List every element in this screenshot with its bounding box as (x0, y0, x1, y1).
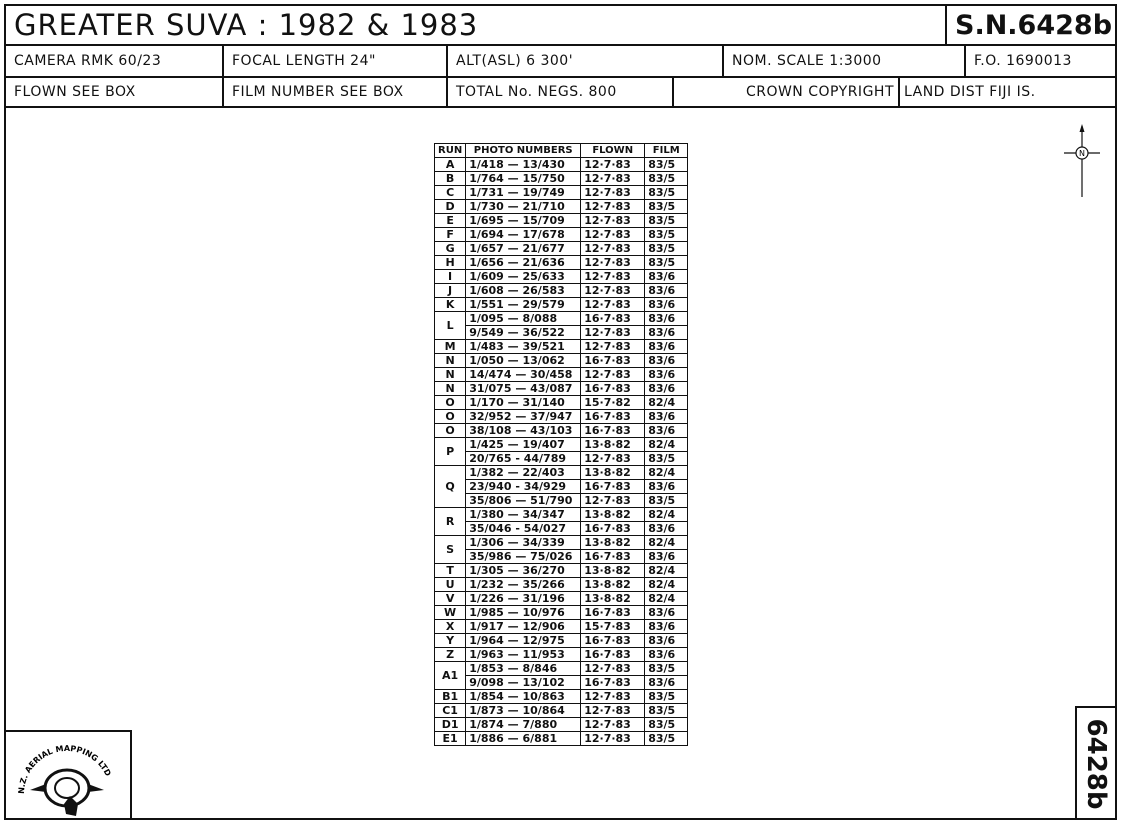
sheet-number-side-label: 6428b (1081, 718, 1111, 810)
col-photo-header: PHOTO NUMBERS (466, 144, 581, 158)
run-cell: N (435, 368, 466, 382)
run-cell: J (435, 284, 466, 298)
run-cell: T (435, 564, 466, 578)
film-cell: 83/6 (645, 382, 688, 396)
flown-date-cell: 16·7·83 (581, 312, 645, 326)
flown-date-cell: 13·8·82 (581, 438, 645, 452)
film-cell: 82/4 (645, 438, 688, 452)
photo-numbers-cell: 1/764 — 15/750 (466, 172, 581, 186)
flown-date-cell: 12·7·83 (581, 494, 645, 508)
table-row (435, 494, 688, 508)
table-row (435, 200, 688, 214)
flown-date-cell: 13·8·82 (581, 578, 645, 592)
photo-numbers-cell: 1/730 — 21/710 (466, 200, 581, 214)
run-cell: F (435, 228, 466, 242)
flown-date-cell: 13·8·82 (581, 466, 645, 480)
run-cell: N (435, 354, 466, 368)
flown-date-cell: 12·7·83 (581, 298, 645, 312)
film-cell: 83/6 (645, 298, 688, 312)
camera-field: CAMERA RMK 60/23 (6, 46, 224, 76)
flown-date-cell: 12·7·83 (581, 326, 645, 340)
header-row-2 (6, 46, 1115, 78)
logo-box (6, 730, 132, 820)
photo-numbers-cell: 1/425 — 19/407 (466, 438, 581, 452)
flown-date-cell: 12·7·83 (581, 718, 645, 732)
photo-numbers-cell: 35/986 — 75/026 (466, 550, 581, 564)
film-cell: 83/6 (645, 634, 688, 648)
table-row (435, 620, 688, 634)
run-cell: E (435, 214, 466, 228)
total-negs-field: TOTAL No. NEGS. 800 (448, 78, 674, 106)
table-row (435, 382, 688, 396)
run-cell: X (435, 620, 466, 634)
table-row (435, 368, 688, 382)
run-cell: B1 (435, 690, 466, 704)
run-cell: N (435, 382, 466, 396)
flown-date-cell: 12·7·83 (581, 340, 645, 354)
flown-date-cell: 15·7·82 (581, 396, 645, 410)
run-cell: P (435, 438, 466, 466)
film-number-field: FILM NUMBER SEE BOX (224, 78, 448, 106)
flown-date-cell: 13·8·82 (581, 592, 645, 606)
flown-date-cell: 16·7·83 (581, 676, 645, 690)
table-row (435, 228, 688, 242)
flown-date-cell: 12·7·83 (581, 732, 645, 746)
photo-numbers-cell: 14/474 — 30/458 (466, 368, 581, 382)
flown-date-cell: 12·7·83 (581, 214, 645, 228)
run-cell: Y (435, 634, 466, 648)
run-cell: D1 (435, 718, 466, 732)
photo-numbers-cell: 1/095 — 8/088 (466, 312, 581, 326)
flown-date-cell: 16·7·83 (581, 606, 645, 620)
photo-runs-table (434, 143, 688, 746)
film-cell: 83/6 (645, 340, 688, 354)
table-row (435, 634, 688, 648)
film-cell: 83/5 (645, 200, 688, 214)
table-row (435, 158, 688, 172)
photo-numbers-cell: 1/226 — 31/196 (466, 592, 581, 606)
flown-date-cell: 16·7·83 (581, 522, 645, 536)
flown-date-cell: 13·8·82 (581, 508, 645, 522)
flown-date-cell: 16·7·83 (581, 410, 645, 424)
table-row (435, 270, 688, 284)
run-cell: O (435, 424, 466, 438)
photo-numbers-cell: 35/046 - 54/027 (466, 522, 581, 536)
focal-length-field: FOCAL LENGTH 24" (224, 46, 448, 76)
flown-date-cell: 13·8·82 (581, 536, 645, 550)
table-row (435, 592, 688, 606)
run-cell: C1 (435, 704, 466, 718)
flown-date-cell: 12·7·83 (581, 284, 645, 298)
film-cell: 82/4 (645, 466, 688, 480)
film-cell: 83/6 (645, 606, 688, 620)
film-cell: 82/4 (645, 592, 688, 606)
run-cell: Q (435, 466, 466, 508)
fo-number-field: F.O. 1690013 (974, 53, 1072, 69)
film-cell: 83/6 (645, 410, 688, 424)
photo-numbers-cell: 9/549 — 36/522 (466, 326, 581, 340)
run-cell: S (435, 536, 466, 564)
table-row (435, 480, 688, 494)
film-cell: 83/6 (645, 368, 688, 382)
table-row (435, 662, 688, 676)
flown-date-cell: 12·7·83 (581, 186, 645, 200)
photo-numbers-cell: 1/731 — 19/749 (466, 186, 581, 200)
flown-date-cell: 12·7·83 (581, 270, 645, 284)
flown-date-cell: 16·7·83 (581, 354, 645, 368)
film-cell: 83/5 (645, 452, 688, 466)
film-cell: 83/6 (645, 550, 688, 564)
header-row-3 (6, 78, 1115, 108)
table-row (435, 284, 688, 298)
table-row (435, 718, 688, 732)
run-cell: H (435, 256, 466, 270)
photo-numbers-cell: 38/108 — 43/103 (466, 424, 581, 438)
photo-numbers-cell: 1/656 — 21/636 (466, 256, 581, 270)
photo-numbers-cell: 1/695 — 15/709 (466, 214, 581, 228)
flown-date-cell: 12·7·83 (581, 690, 645, 704)
photo-numbers-cell: 1/917 — 12/906 (466, 620, 581, 634)
photo-numbers-cell: 1/854 — 10/863 (466, 690, 581, 704)
table-row (435, 550, 688, 564)
table-row (435, 690, 688, 704)
run-cell: R (435, 508, 466, 536)
photo-numbers-cell: 1/657 — 21/677 (466, 242, 581, 256)
table-row (435, 466, 688, 480)
table-row (435, 704, 688, 718)
photo-numbers-cell: 1/694 — 17/678 (466, 228, 581, 242)
film-cell: 82/4 (645, 536, 688, 550)
table-row (435, 564, 688, 578)
film-cell: 83/5 (645, 186, 688, 200)
run-cell: Z (435, 648, 466, 662)
table-row (435, 648, 688, 662)
table-row (435, 522, 688, 536)
table-row (435, 354, 688, 368)
logo-text: N.Z. AERIAL MAPPING LTD (16, 743, 113, 795)
film-cell: 83/5 (645, 704, 688, 718)
flown-date-cell: 16·7·83 (581, 550, 645, 564)
photo-numbers-cell: 1/853 — 8/846 (466, 662, 581, 676)
sheet-number: S.N.6428b (955, 9, 1113, 41)
run-cell: O (435, 410, 466, 424)
table-header-row (435, 144, 688, 158)
run-cell: I (435, 270, 466, 284)
film-cell: 83/6 (645, 312, 688, 326)
photo-numbers-cell: 1/609 — 25/633 (466, 270, 581, 284)
flown-date-cell: 15·7·83 (581, 620, 645, 634)
film-cell: 83/6 (645, 620, 688, 634)
table-row (435, 298, 688, 312)
photo-numbers-cell: 1/380 — 34/347 (466, 508, 581, 522)
nominal-scale-field: NOM. SCALE 1:3000 (724, 46, 966, 76)
film-cell: 83/5 (645, 158, 688, 172)
film-cell: 83/5 (645, 172, 688, 186)
film-cell: 83/5 (645, 214, 688, 228)
col-run-header: RUN (435, 144, 466, 158)
flown-date-cell: 12·7·83 (581, 256, 645, 270)
table-row (435, 340, 688, 354)
film-cell: 83/5 (645, 228, 688, 242)
film-cell: 83/5 (645, 732, 688, 746)
film-cell: 82/4 (645, 508, 688, 522)
run-cell: A (435, 158, 466, 172)
photo-numbers-cell: 1/551 — 29/579 (466, 298, 581, 312)
photo-numbers-cell: 20/765 - 44/789 (466, 452, 581, 466)
photo-numbers-cell: 35/806 — 51/790 (466, 494, 581, 508)
photo-numbers-cell: 1/608 — 26/583 (466, 284, 581, 298)
flown-date-cell: 12·7·83 (581, 704, 645, 718)
film-cell: 83/6 (645, 326, 688, 340)
flown-date-cell: 12·7·83 (581, 228, 645, 242)
photo-numbers-cell: 1/382 — 22/403 (466, 466, 581, 480)
run-cell: W (435, 606, 466, 620)
table-row (435, 578, 688, 592)
film-cell: 83/6 (645, 284, 688, 298)
run-cell: M (435, 340, 466, 354)
flown-date-cell: 16·7·83 (581, 648, 645, 662)
table-row (435, 536, 688, 550)
film-cell: 82/4 (645, 396, 688, 410)
run-cell: C (435, 186, 466, 200)
photo-numbers-cell: 32/952 — 37/947 (466, 410, 581, 424)
photo-numbers-cell: 1/963 — 11/953 (466, 648, 581, 662)
photo-numbers-cell: 1/483 — 39/521 (466, 340, 581, 354)
flown-date-cell: 12·7·83 (581, 200, 645, 214)
photo-numbers-cell: 1/985 — 10/976 (466, 606, 581, 620)
run-cell: E1 (435, 732, 466, 746)
flown-date-cell: 16·7·83 (581, 634, 645, 648)
flown-date-cell: 12·7·83 (581, 662, 645, 676)
table-row (435, 172, 688, 186)
flown-date-cell: 12·7·83 (581, 368, 645, 382)
table-row (435, 326, 688, 340)
film-cell: 83/5 (645, 256, 688, 270)
photo-numbers-cell: 1/050 — 13/062 (466, 354, 581, 368)
run-cell: A1 (435, 662, 466, 690)
flown-date-cell: 13·8·82 (581, 564, 645, 578)
altitude-field: ALT(ASL) 6 300' (448, 46, 724, 76)
film-cell: 83/5 (645, 662, 688, 676)
run-cell: U (435, 578, 466, 592)
north-arrow-icon (1062, 124, 1102, 199)
flown-date-cell: 12·7·83 (581, 172, 645, 186)
run-cell: G (435, 242, 466, 256)
film-cell: 83/5 (645, 494, 688, 508)
photo-numbers-cell: 23/940 - 34/929 (466, 480, 581, 494)
crown-copyright-field: CROWN COPYRIGHT (674, 78, 900, 106)
table-row (435, 256, 688, 270)
table-row (435, 676, 688, 690)
land-dist-field: LAND DIST FIJI IS. (904, 84, 1036, 100)
film-cell: 83/5 (645, 718, 688, 732)
photo-numbers-cell: 1/874 — 7/880 (466, 718, 581, 732)
photo-numbers-cell: 1/964 — 12/975 (466, 634, 581, 648)
table-row (435, 242, 688, 256)
run-cell: D (435, 200, 466, 214)
table-row (435, 410, 688, 424)
photo-numbers-cell: 1/170 — 31/140 (466, 396, 581, 410)
col-film-header: FILM (645, 144, 688, 158)
photo-numbers-cell: 1/873 — 10/864 (466, 704, 581, 718)
table-row (435, 312, 688, 326)
film-cell: 83/5 (645, 690, 688, 704)
run-cell: V (435, 592, 466, 606)
table-row (435, 438, 688, 452)
film-cell: 83/6 (645, 522, 688, 536)
film-cell: 83/6 (645, 270, 688, 284)
sheet-title: GREATER SUVA : 1982 & 1983 (6, 6, 947, 44)
film-cell: 83/6 (645, 480, 688, 494)
flown-date-cell: 16·7·83 (581, 480, 645, 494)
run-cell: K (435, 298, 466, 312)
table-row (435, 214, 688, 228)
north-label: N (1079, 149, 1085, 158)
table-row (435, 606, 688, 620)
flown-date-cell: 12·7·83 (581, 452, 645, 466)
film-cell: 82/4 (645, 578, 688, 592)
flown-date-cell: 16·7·83 (581, 382, 645, 396)
film-cell: 83/6 (645, 648, 688, 662)
col-flown-header: FLOWN (581, 144, 645, 158)
photo-numbers-cell: 1/418 — 13/430 (466, 158, 581, 172)
flown-date-cell: 16·7·83 (581, 424, 645, 438)
flown-field: FLOWN SEE BOX (6, 78, 224, 106)
table-row (435, 508, 688, 522)
aerial-mapping-logo-icon (6, 732, 128, 818)
table-row (435, 186, 688, 200)
photo-numbers-cell: 1/306 — 34/339 (466, 536, 581, 550)
flown-date-cell: 12·7·83 (581, 242, 645, 256)
photo-numbers-cell: 31/075 — 43/087 (466, 382, 581, 396)
film-cell: 83/5 (645, 242, 688, 256)
photo-numbers-cell: 9/098 — 13/102 (466, 676, 581, 690)
photo-numbers-cell: 1/232 — 35/266 (466, 578, 581, 592)
film-cell: 82/4 (645, 564, 688, 578)
run-cell: B (435, 172, 466, 186)
flown-date-cell: 12·7·83 (581, 158, 645, 172)
film-cell: 83/6 (645, 354, 688, 368)
film-cell: 83/6 (645, 424, 688, 438)
map-sheet (4, 4, 1117, 820)
table-row (435, 424, 688, 438)
header-row-1 (6, 6, 1115, 46)
run-cell: O (435, 396, 466, 410)
table-row (435, 732, 688, 746)
table-row (435, 396, 688, 410)
run-cell: L (435, 312, 466, 340)
table-row (435, 452, 688, 466)
sheet-number-side-box (1075, 706, 1115, 820)
photo-numbers-cell: 1/886 — 6/881 (466, 732, 581, 746)
photo-numbers-cell: 1/305 — 36/270 (466, 564, 581, 578)
film-cell: 83/6 (645, 676, 688, 690)
